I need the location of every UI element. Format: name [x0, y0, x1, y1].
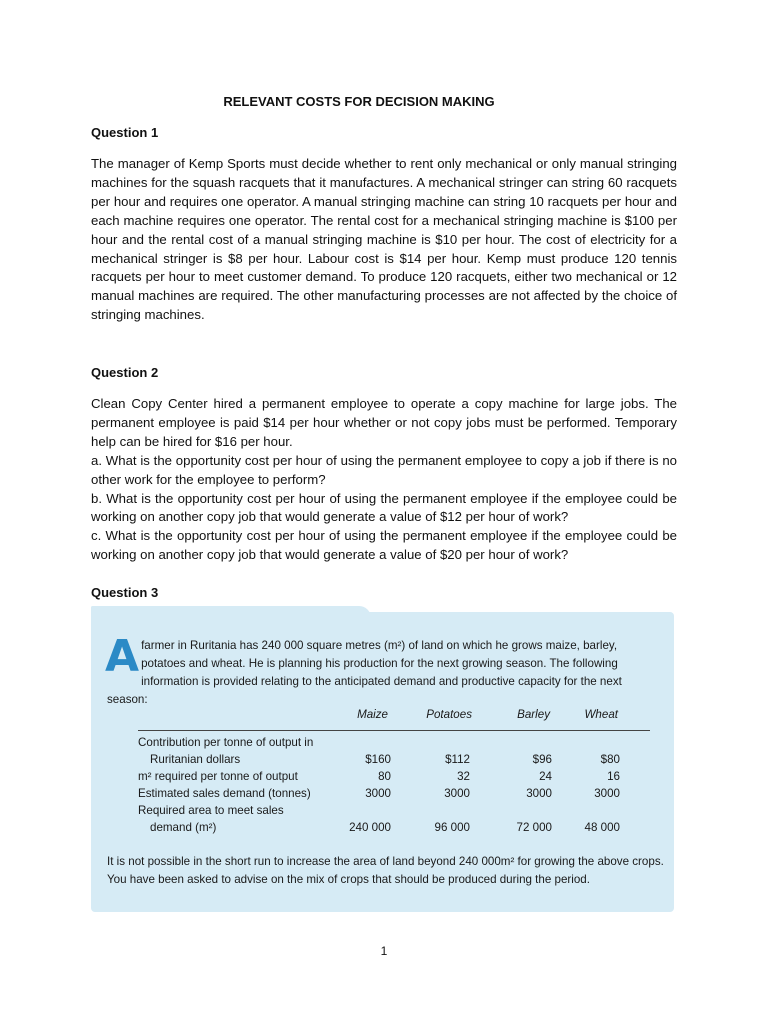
column-header-wheat: Wheat — [584, 708, 618, 721]
table-cell: 3000 — [444, 787, 470, 800]
question-1-paragraph: The manager of Kemp Sports must decide whether to rent only mechanical or only manual stringing machines for the squash racquets that it manufactures. A mechanical stringer can string 60 racquets per hour and requires one operator. A manual stringing machine can string 10 racquets per hour and each machine requires one operator. The rental cost for a mechanical stringing machine is $100 per hour and the rental cost of a manual stringing machine is $10 per hour. The cost of electricity for a mechanical stringer is $8 per hour. Labour cost is $14 per hour. Kemp must produce 120 tennis racquets per hour to meet customer demand. To produce 120 racquets, either two mechanical or 12 manual machines are required. The other manufacturing processes are not affected by the choice of stringing machines. — [91, 156, 677, 323]
table-cell: 24 — [539, 770, 552, 783]
row-label: Required area to meet sales — [138, 804, 284, 817]
row-label: demand (m²) — [150, 821, 217, 834]
column-header-maize: Maize — [357, 708, 388, 721]
table-cell: 3000 — [526, 787, 552, 800]
row-label: Contribution per tonne of output in — [138, 736, 314, 749]
table-header-rule — [138, 730, 650, 731]
table-cell: 3000 — [365, 787, 391, 800]
table-cell: 32 — [457, 770, 470, 783]
row-label: Ruritanian dollars — [150, 753, 241, 766]
question-1-heading: Question 1 — [91, 125, 159, 140]
page-number: 1 — [380, 944, 388, 958]
column-header-potatoes: Potatoes — [426, 708, 472, 721]
question-3-heading: Question 3 — [91, 585, 159, 600]
question-2-intro: Clean Copy Center hired a permanent employee to operate a copy machine for large jobs. The permanent employee is paid $14 per hour whether or not copy jobs must be performed. Temporary help can be hired for $16 per hour. — [91, 396, 677, 449]
case-outro: It is not possible in the short run to increase the area of land beyond 240 000m² for growing the above crops. You have been asked to advise on the mix of crops that should be produced during the period. — [107, 855, 664, 886]
table-cell: 3000 — [594, 787, 620, 800]
question-2-part-b: b. What is the opportunity cost per hour of using the permanent employee if the employee could be working on another copy job that would generate a value of $12 per hour of work? — [91, 490, 677, 525]
table-cell: $112 — [445, 753, 470, 766]
table-cell: 240 000 — [349, 821, 391, 834]
column-header-barley: Barley — [517, 708, 550, 721]
table-cell: 96 000 — [434, 821, 470, 834]
table-cell: $80 — [600, 753, 620, 766]
table-cell: $160 — [365, 753, 391, 766]
question-1-text — [91, 155, 677, 325]
case-intro-text: farmer in Ruritania has 240 000 square metres (m²) of land on which he grows maize, barley, potatoes and wheat. He is planning his production for the next growing season. The following information is provided relating to the anticipated demand and productive capacity for the next season: — [107, 639, 622, 706]
question-2-heading: Question 2 — [91, 365, 159, 380]
row-label: m² required per tonne of output — [138, 770, 298, 783]
case-intro — [105, 631, 659, 709]
question-2-part-c: c. What is the opportunity cost per hour of using the permanent employee if the employee could be working on another copy job that would generate a value of $20 per hour of work? — [91, 528, 677, 563]
page-title: RELEVANT COSTS FOR DECISION MAKING — [223, 94, 495, 109]
row-label: Estimated sales demand (tonnes) — [138, 787, 311, 800]
table-cell: 72 000 — [516, 821, 552, 834]
drop-cap: A — [105, 631, 140, 682]
question-2-part-a: a. What is the opportunity cost per hour of using the permanent employee to copy a job if there is no other work for the employee to perform? — [91, 452, 677, 487]
table-cell: 16 — [607, 770, 620, 783]
question-2-text — [91, 395, 677, 565]
table-cell: 48 000 — [584, 821, 620, 834]
table-cell: 80 — [378, 770, 391, 783]
table-cell: $96 — [532, 753, 552, 766]
